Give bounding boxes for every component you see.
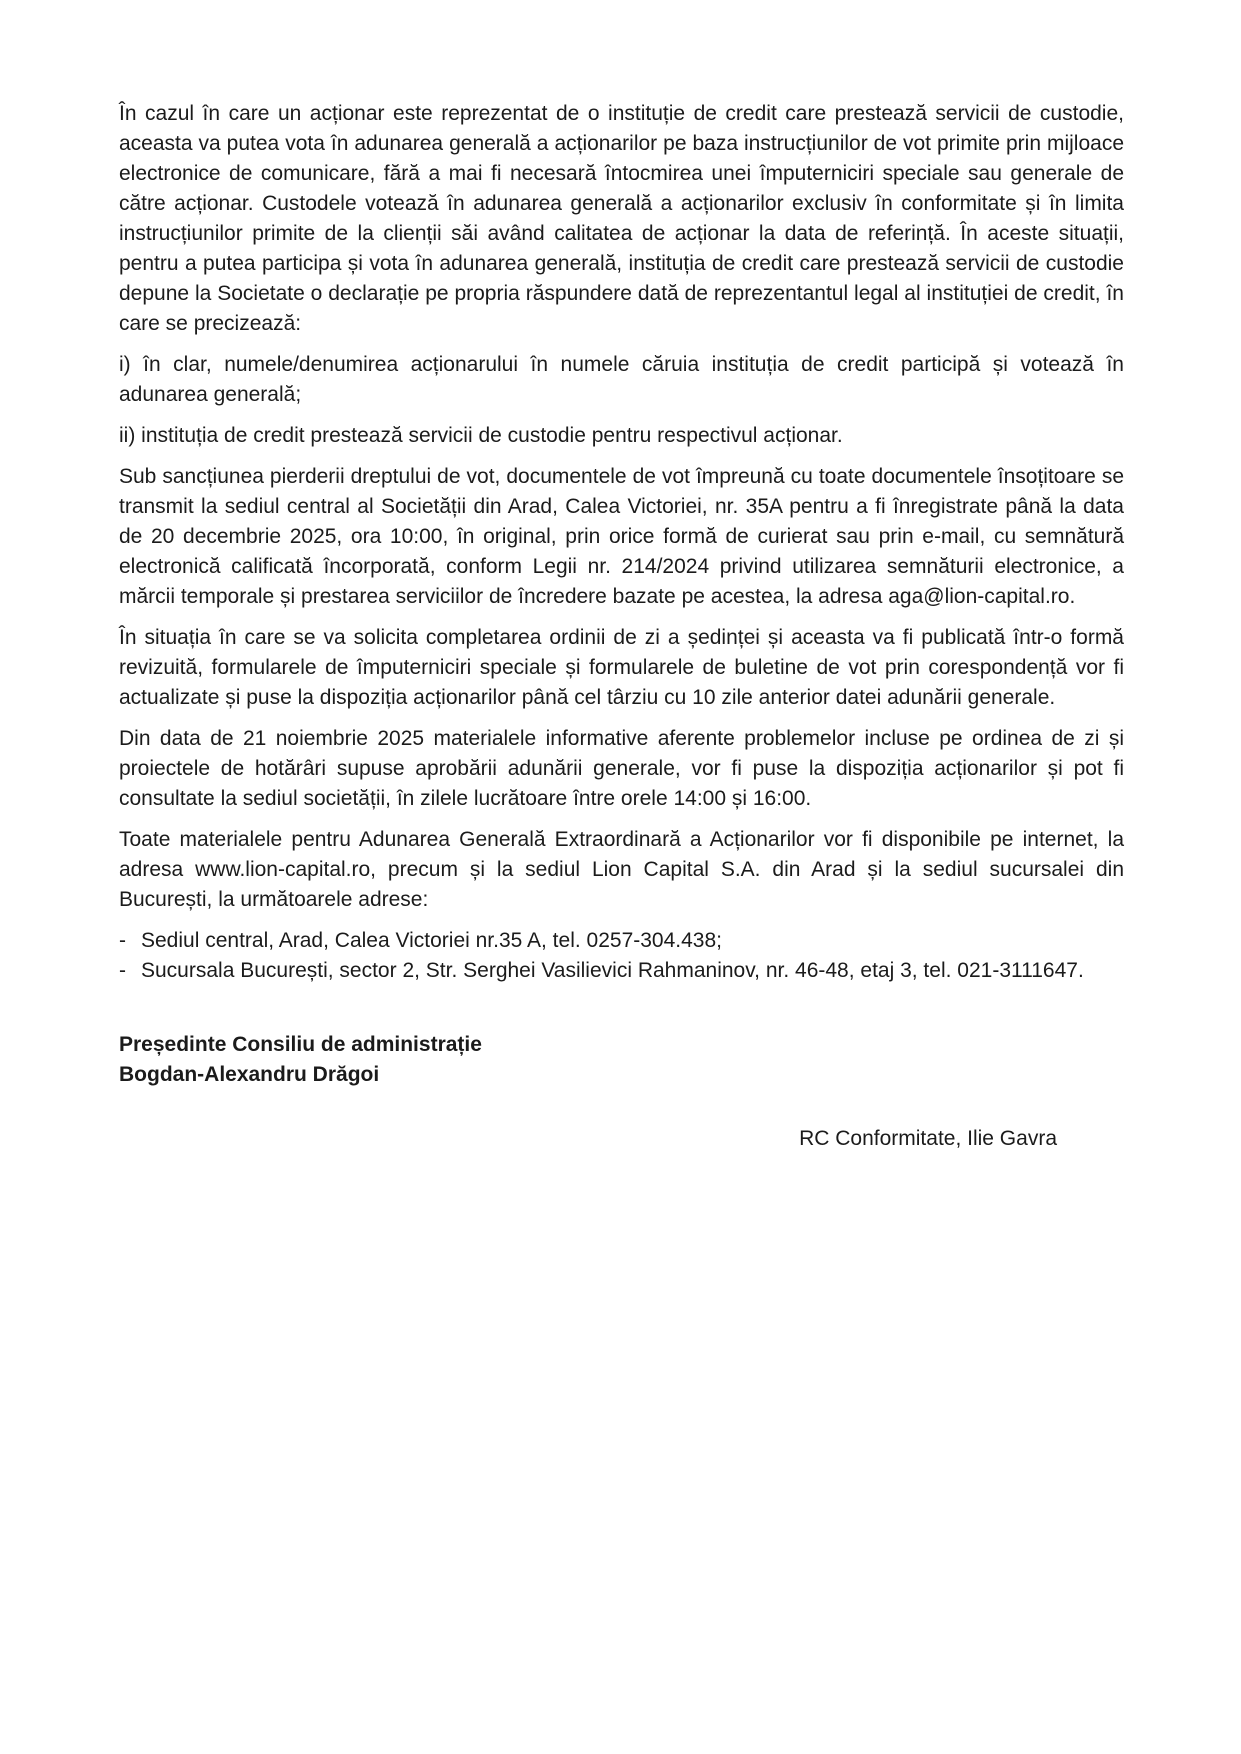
compliance-officer-line: RC Conformitate, Ilie Gavra <box>799 1127 1057 1150</box>
paragraph-custody-intro: În cazul în care un acționar este reprezentat de o instituție de credit care prestează servicii de custodie, aceasta va putea vota în adunarea generală a acționarilor pe baza instrucțiunilor de vot primite prin mijloace electronice de comunicare, fără a mai fi necesară întocmirea unei împuterniciri speciale sau generale de către acționar. Custodele votează în adunarea generală a acționarilor exclusiv în conformitate și în limita instrucțiunilor primite de la clienții săi având calitatea de acționar la data de referință. În aceste situații, pentru a putea participa și vota în adunarea generală, instituția de credit care prestează servicii de custodie depune la Societate o declarație pe propria răspundere dată de reprezentantul legal al instituției de credit, în care se precizează: <box>119 102 1124 335</box>
dash-bullet: - <box>119 929 126 952</box>
list-item-headquarters-address <box>119 926 1124 956</box>
signature-block <box>119 1030 1124 1090</box>
address-text: Sediul central, Arad, Calea Victoriei nr.35 A, tel. 0257-304.438; <box>141 929 722 952</box>
paragraph-materials-internet: Toate materialele pentru Adunarea Generală Extraordinară a Acționarilor vor fi disponibile pe internet, la adresa www.lion-capital.ro, precum și la sediul Lion Capital S.A. din Arad și la sediul sucursalei din București, la următoarele adrese: <box>119 828 1124 911</box>
paragraph-declaration-item-ii: ii) instituția de credit prestează servicii de custodie pentru respectivul acționar. <box>119 424 843 447</box>
paragraph-materials-consultation: Din data de 21 noiembrie 2025 materialele informative aferente problemelor incluse pe ordinea de zi și proiectele de hotărâri supuse aprobării adunării generale, vor fi puse la dispoziția acționarilor și pot fi consultate la sediul societății, în zilele lucrătoare între orele 14:00 și 16:00. <box>119 727 1124 810</box>
paragraph-vote-documents-deadline: Sub sancțiunea pierderii dreptului de vot, documentele de vot împreună cu toate documentele însoțitoare se transmit la sediul central al Societății din Arad, Calea Victoriei, nr. 35A pentru a fi înregistrate până la data de 20 decembrie 2025, ora 10:00, în original, prin orice formă de curierat sau prin e-mail, cu semnătură electronică calificată încorporată, conform Legii nr. 214/2024 privind utilizarea semnăturii electronice, a mărcii temporale și prestarea serviciilor de încredere bazate pe acestea, la adresa aga@lion-capital.ro. <box>119 465 1124 608</box>
paragraph-declaration-item-i: i) în clar, numele/denumirea acționarului în numele căruia instituția de credit participă și votează în adunarea generală; <box>119 353 1124 406</box>
paragraph-agenda-completion: În situația în care se va solicita completarea ordinii de zi a ședinței și aceasta va fi publicată într-o formă revizuită, formularele de împuterniciri speciale și formularele de buletine de vot prin corespondență vor fi actualizate și puse la dispoziția acționarilor până cel târziu cu 10 zile anterior datei adunării generale. <box>119 626 1124 709</box>
signature-name: Bogdan-Alexandru Drăgoi <box>119 1063 380 1086</box>
address-text: Sucursala București, sector 2, Str. Serghei Vasilievici Rahmaninov, nr. 46-48, etaj 3, tel. 021-3111647. <box>141 959 1084 982</box>
list-item-branch-address <box>119 956 1124 986</box>
dash-bullet: - <box>119 959 126 982</box>
address-list <box>119 926 1124 986</box>
signature-title: Președinte Consiliu de administrație <box>119 1033 482 1056</box>
